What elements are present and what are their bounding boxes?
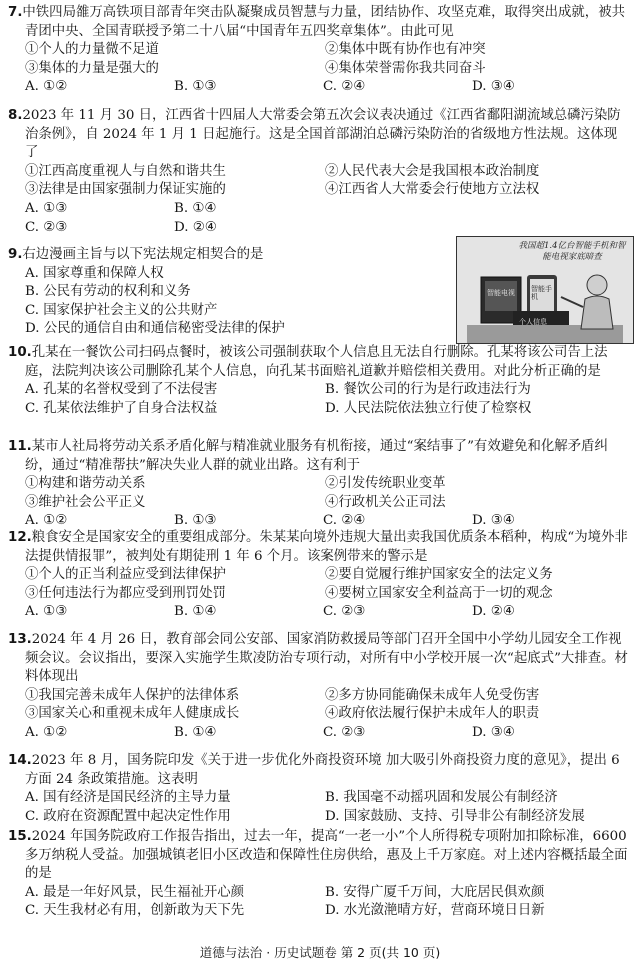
choice-row xyxy=(8,219,465,238)
statement-row xyxy=(8,494,630,513)
statement-row xyxy=(8,181,630,200)
choice-d: D. ②④ xyxy=(472,604,515,620)
statement: ④行政机关公正司法 xyxy=(325,494,446,510)
choice-a: A. ①③ xyxy=(25,604,68,620)
question-13 xyxy=(8,631,630,743)
page-footer: 道德与法治 · 历史试题卷 第 2 页(共 10 页) xyxy=(199,945,441,960)
statement-row xyxy=(8,475,630,494)
option-d: D. 公民的通信自由和通信秘密受法律的保护 xyxy=(25,321,285,337)
statement: ②引发传统职业变革 xyxy=(325,476,446,492)
choice-row xyxy=(8,200,465,219)
option-d: D. 人民法院依法独立行使了检察权 xyxy=(325,400,532,416)
question-number: 8. xyxy=(8,108,23,123)
choice-c: C. ②③ xyxy=(323,604,366,620)
choice-row xyxy=(8,78,630,97)
statement: ④政府依法履行保护未成年人的职责 xyxy=(325,706,540,722)
statement-row xyxy=(8,705,630,724)
choice-d: D. ②④ xyxy=(174,219,217,235)
choice-c: C. ②④ xyxy=(323,79,366,95)
choice-b: B. ①③ xyxy=(174,79,217,95)
question-15 xyxy=(8,828,630,921)
option-c: C. 国家保护社会主义的公共财产 xyxy=(25,302,218,318)
statement-row xyxy=(8,41,630,60)
statement: ②人民代表大会是我国根本政治制度 xyxy=(325,163,540,179)
option-row xyxy=(8,400,630,419)
statement-row xyxy=(8,566,630,585)
choice-b: B. ①④ xyxy=(174,604,217,620)
choice-d: D. ③④ xyxy=(472,79,515,95)
question-number: 10. xyxy=(8,345,32,360)
option-row xyxy=(8,808,630,827)
statement: ②集体中既有协作也有冲突 xyxy=(325,42,486,58)
option-row xyxy=(8,789,630,808)
statement: ③法律是由国家强制力保证实施的 xyxy=(25,182,226,198)
question-number: 7. xyxy=(8,5,23,20)
statement: ①个人的力量微不足道 xyxy=(25,42,159,58)
question-14 xyxy=(8,752,630,826)
choice-b: B. ①④ xyxy=(174,200,217,216)
question-10 xyxy=(8,344,630,418)
question-stem: 右边漫画主旨与以下宪法规定相契合的是 xyxy=(22,247,264,262)
question-number: 11. xyxy=(8,439,32,454)
cartoon-label-tv: 智能电视 xyxy=(487,289,515,297)
choice-c: C. ②③ xyxy=(25,219,68,235)
choice-b: B. ①③ xyxy=(174,513,217,529)
statement: ④要树立国家安全利益高于一切的观念 xyxy=(325,585,553,601)
statement: ④江西省人大常委会行使地方立法权 xyxy=(325,182,540,198)
option-b: B. 安得广厦千万间，大庇居民俱欢颜 xyxy=(325,884,545,900)
choice-b: B. ①④ xyxy=(174,724,217,740)
choice-a: A. ①② xyxy=(25,79,68,95)
choice-row xyxy=(8,724,630,743)
choice-a: A. ①② xyxy=(25,513,68,529)
statement: ①江西高度重视人与自然和谐共生 xyxy=(25,163,226,179)
option-row xyxy=(8,884,630,903)
question-number: 12. xyxy=(8,530,32,545)
option-d: D. 水光潋滟晴方好，营商环境日日新 xyxy=(325,903,545,919)
statement: ①我国完善未成年人保护的法律体系 xyxy=(25,687,240,703)
statement: ①个人的正当利益应受到法律保护 xyxy=(25,567,226,583)
option-a: A. 最是一年好风景，民生福祉开心颜 xyxy=(25,884,245,900)
question-9 xyxy=(8,246,448,339)
statement-row xyxy=(8,585,630,604)
question-stem: 2024 年 4 月 26 日，教育部会同公安部、国家消防救援局等部门召开全国中小学幼儿园安全工作视频会议。会议指出，要深入实施学生欺凌防治专项行动，对所有中小学校开展一次“起底式”大排查。材料体现出 xyxy=(25,632,628,685)
statement-row xyxy=(8,163,630,182)
question-8 xyxy=(8,107,630,237)
option-c: C. 政府在资源配置中起决定性作用 xyxy=(25,808,231,824)
option-row xyxy=(8,381,630,400)
choice-c: C. ②③ xyxy=(323,724,366,740)
choice-a: A. ①② xyxy=(25,724,68,740)
option-a: A. 国有经济是国民经济的主导力量 xyxy=(25,790,231,806)
question-stem: 2023 年 11 月 30 日，江西省十四届人大常委会第五次会议表决通过《江西省鄱阳湖流域总磷污染防治条例》，自 2024 年 1 月 1 日起施行。这是全国首部湖泊总磷污染防治的省级地方性法规。这体现了 xyxy=(22,108,621,161)
question-12 xyxy=(8,529,630,622)
question-number: 9. xyxy=(8,247,23,262)
question-stem: 2024 年国务院政府工作报告指出，过去一年，提高“一老一小”个人所得税专项附加扣除标准，6600 多万纳税人受益。加强城镇老旧小区改造和保障性住房供给，惠及上千万家庭。对上述内容概括最全面的是 xyxy=(25,829,628,882)
statement: ③集体的力量是强大的 xyxy=(25,60,159,76)
choice-c: C. ②④ xyxy=(323,513,366,529)
option-c: C. 天生我材必有用，创新敢为天下先 xyxy=(25,903,245,919)
choice-row xyxy=(8,603,630,622)
statement: ①构建和谐劳动关系 xyxy=(25,476,146,492)
question-number: 13. xyxy=(8,632,32,647)
statement-row xyxy=(8,687,630,706)
question-number: 14. xyxy=(8,753,32,768)
question-7 xyxy=(8,4,630,97)
question-11 xyxy=(8,438,630,531)
question-stem: 2023 年 8 月，国务院印发《关于进一步优化外商投资环境 加大吸引外商投资力度的意见》，提出 6 方面 24 条政策措施。这表明 xyxy=(25,753,620,787)
cartoon-label-info: 个人信息 xyxy=(519,318,547,326)
statement-row xyxy=(8,60,630,79)
option-a: A. 国家尊重和保障人权 xyxy=(25,265,164,281)
option-c: C. 孔某依法维护了自身合法权益 xyxy=(25,400,218,416)
option-b: B. 餐饮公司的行为是行政违法行为 xyxy=(325,382,531,398)
choice-d: D. ③④ xyxy=(472,513,515,529)
statement: ④集体荣誉需你我共同奋斗 xyxy=(325,60,486,76)
option-d: D. 国家鼓励、支持、引导非公有制经济发展 xyxy=(325,808,585,824)
cartoon-label-phone: 智能手机 xyxy=(531,285,552,301)
question-stem: 粮食安全是国家安全的重要组成部分。朱某某向境外违规大量出卖我国优质条本稻种，构成“为境外非法提供情报罪”，被判处有期徒刑 1 年 6 个月。该案例带来的警示是 xyxy=(25,530,628,564)
cartoon-caption: 我国超1.4亿台智能手机和智能电视家底暗查 xyxy=(518,241,626,262)
question-stem: 某市人社局将劳动关系矛盾化解与精准就业服务有机衔接，通过“案结事了”有效避免和化解矛盾纠纷，通过“精准帮扶”解决失业人群的就业出路。这有利于 xyxy=(25,439,608,473)
option-row xyxy=(8,902,630,921)
question-number: 15. xyxy=(8,829,32,844)
statement: ②要自觉履行维护国家安全的法定义务 xyxy=(325,567,553,583)
statement: ②多方协同能确保未成年人免受伤害 xyxy=(325,687,540,703)
statement: ③国家关心和重视未成年人健康成长 xyxy=(25,706,240,722)
statement: ③任何违法行为都应受到刑罚处罚 xyxy=(25,585,226,601)
option-b: B. 公民有劳动的权利和义务 xyxy=(25,284,191,300)
choice-d: D. ③④ xyxy=(472,724,515,740)
option-b: B. 我国毫不动摇巩固和发展公有制经济 xyxy=(325,790,558,806)
option-a: A. 孔某的名誉权受到了不法侵害 xyxy=(25,382,218,398)
cartoon-image xyxy=(456,236,634,344)
choice-a: A. ①③ xyxy=(25,200,68,216)
question-stem: 中铁四局雒万高铁项目部青年突击队凝聚成员智慧与力量，团结协作、攻坚克难，取得突出成就，被共青团中央、全国青联授予第二十八届“中国青年五四奖章集体”。由此可见 xyxy=(22,5,625,39)
question-stem: 孔某在一餐饮公司扫码点餐时，被该公司强制获取个人信息且无法自行删除。孔某将该公司告上法庭，法院判决该公司删除孔某个人信息，向孔某书面赔礼道歉并赔偿相关费用。对此分析正确的是 xyxy=(25,345,608,379)
statement: ③维护社会公平正义 xyxy=(25,494,146,510)
